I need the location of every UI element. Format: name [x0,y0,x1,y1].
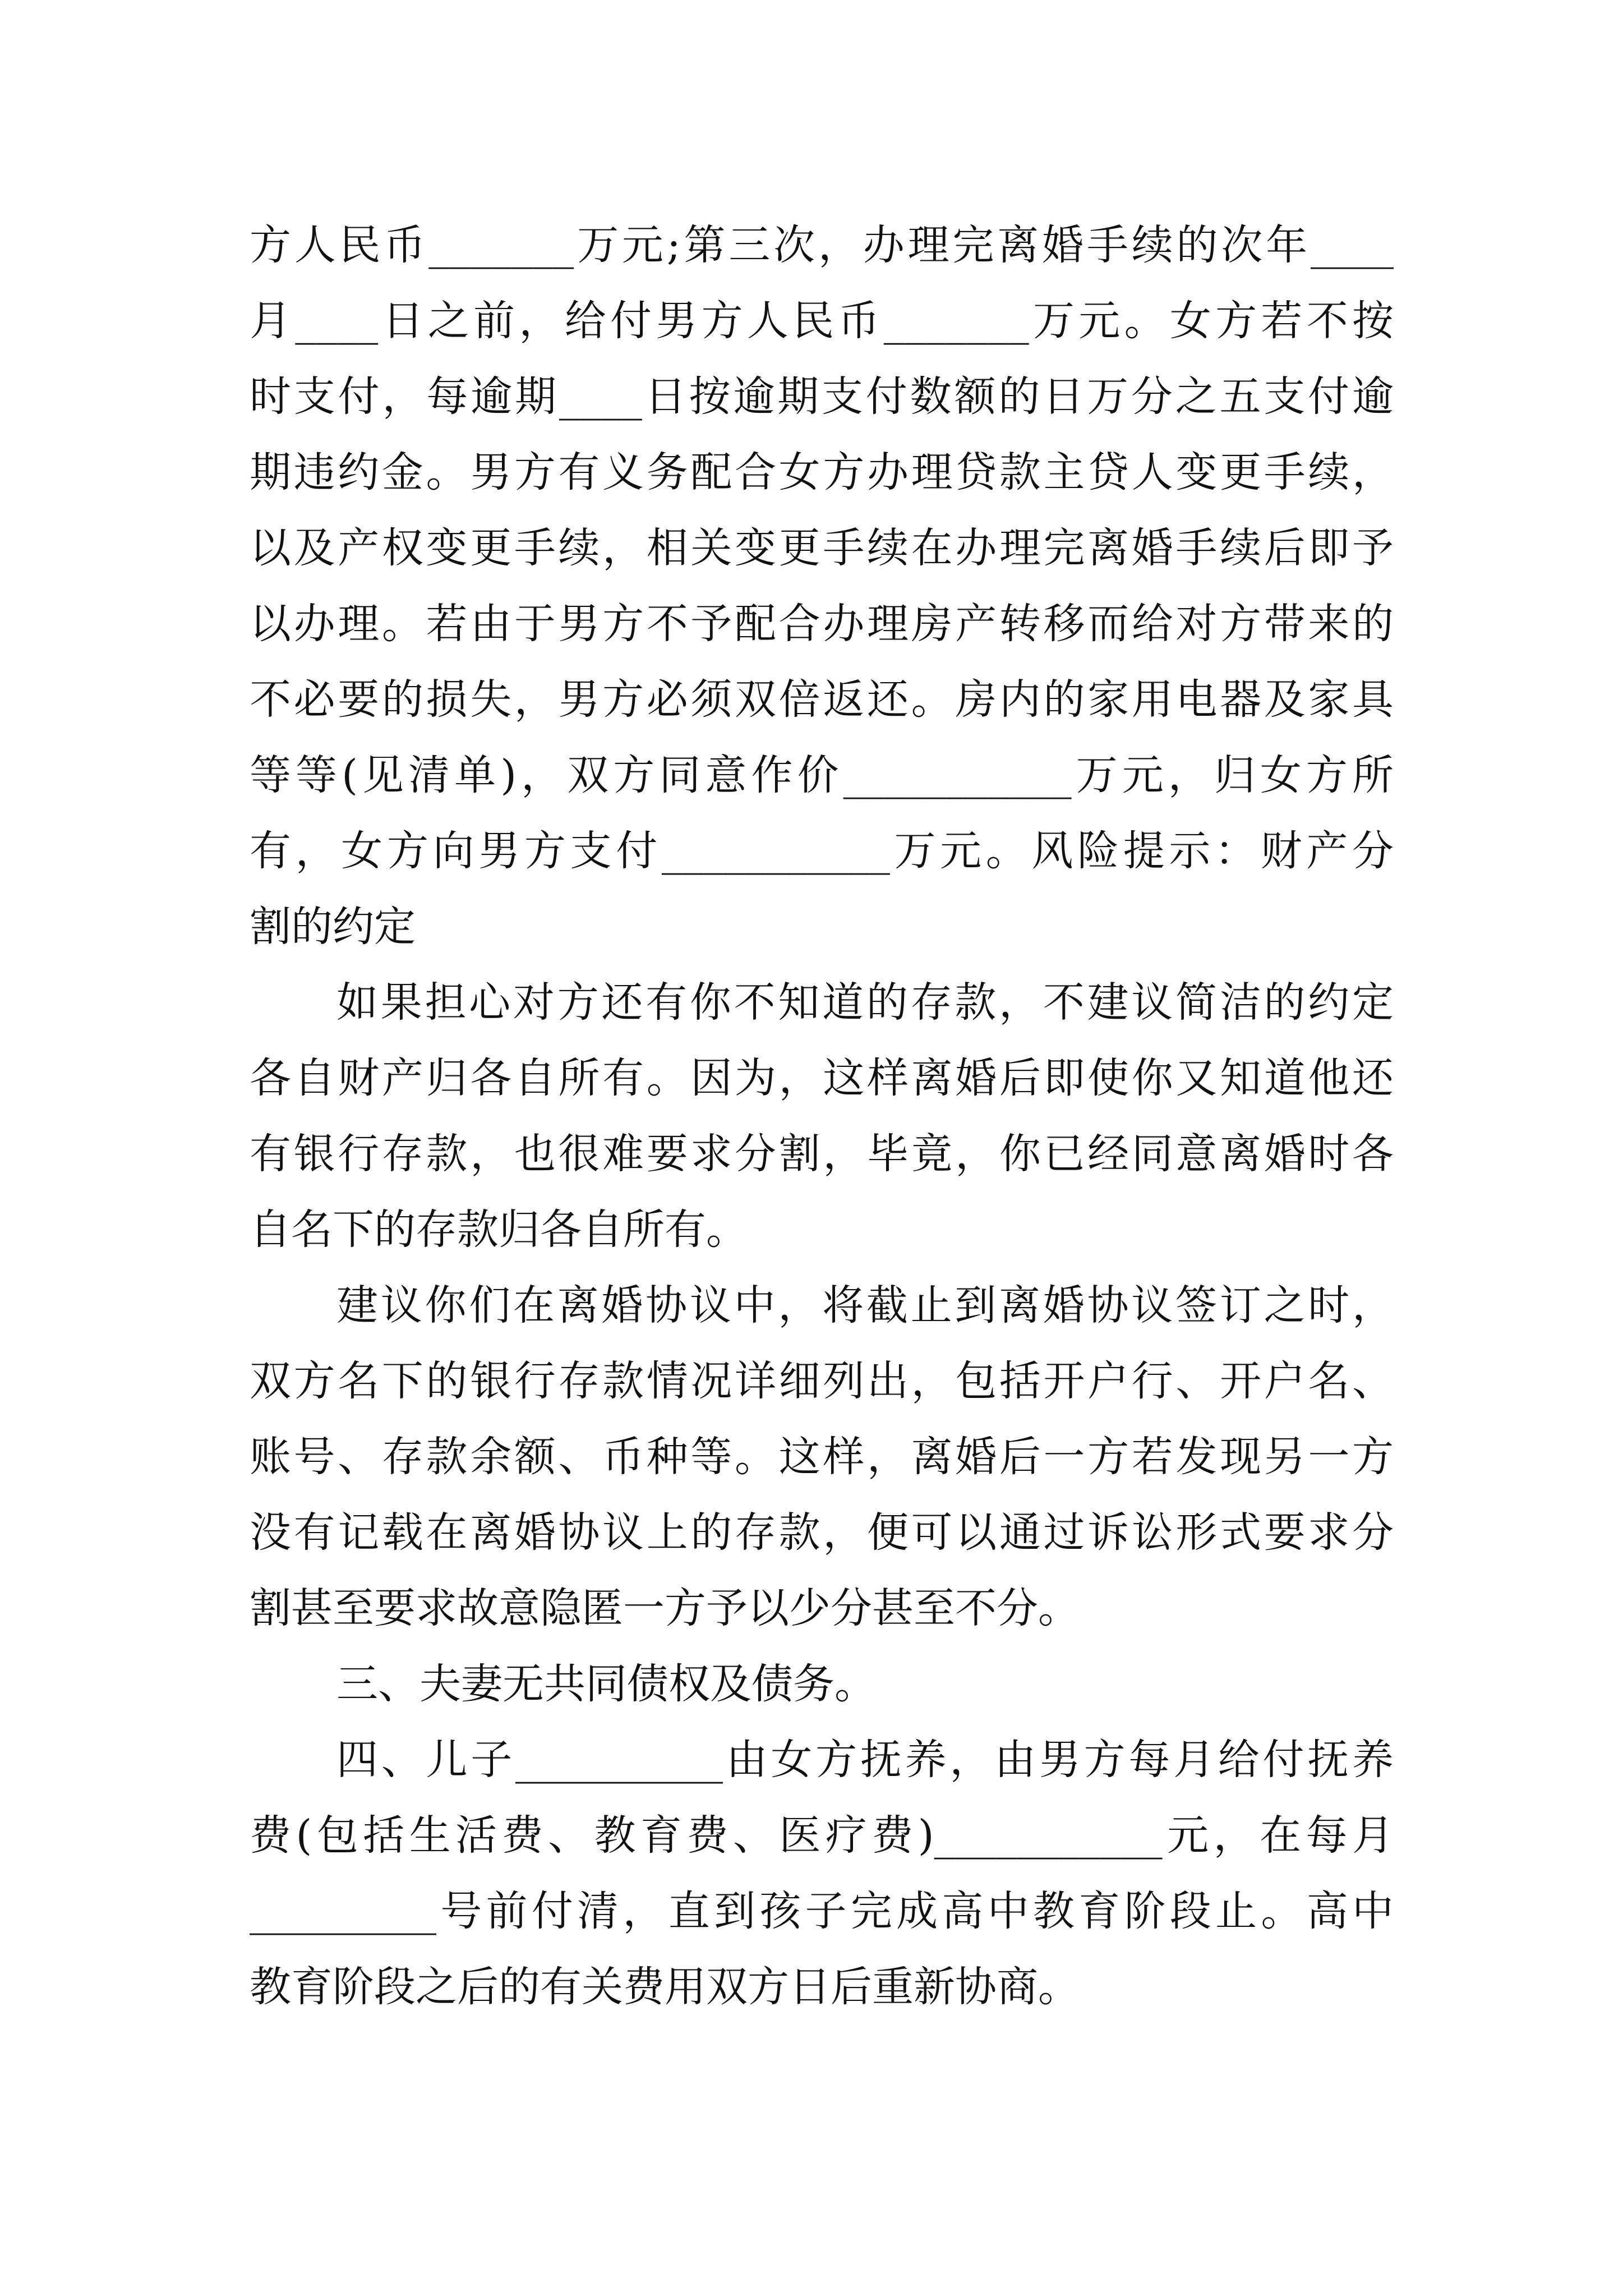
text-line: 没有记载在离婚协议上的存款，便可以通过诉讼形式要求分 [250,1508,1394,1557]
text-line: 账号、存款余额、币种等。这样，离婚后一方若发现另一方 [250,1433,1394,1481]
text-line: 等等(见清单)，双方同意作价___________万元，归女方所 [250,751,1394,799]
section-heading: 三、夫妻无共同债权及债务。 [336,1660,876,1708]
text-line: 时支付，每逾期____日按逾期支付数额的日万分之五支付逾 [250,372,1394,421]
text-line: 割甚至要求故意隐匿一方予以少分甚至不分。 [250,1584,1080,1632]
text-line: 有，女方向男方支付___________万元。风险提示：财产分 [250,827,1394,875]
text-line: 以办理。若由于男方不予配合办理房产转移而给对方带来的 [250,600,1394,648]
text-line: 期违约金。男方有义务配合女方办理贷款主贷人变更手续， [250,448,1394,496]
paragraph-first-line: 四、儿子__________由女方抚养，由男方每月给付抚养 [336,1736,1394,1784]
text-line: 以及产权变更手续，相关变更手续在办理完离婚手续后即予 [250,524,1394,572]
text-line: 双方名下的银行存款情况详细列出，包括开户行、开户名、 [250,1357,1394,1405]
text-line: 月____日之前，给付男方人民币_______万元。女方若不按 [250,297,1394,345]
text-line: 教育阶段之后的有关费用双方日后重新协商。 [250,1963,1080,2011]
text-line: 割的约定 [250,903,416,951]
text-line: 方人民币_______万元;第三次，办理完离婚手续的次年____ [250,221,1394,269]
text-line: 有银行存款，也很难要求分割，毕竟，你已经同意离婚时各 [250,1130,1394,1178]
text-line: 自名下的存款归各自所有。 [250,1205,748,1254]
paragraph-first-line: 如果担心对方还有你不知道的存款，不建议简洁的约定 [336,978,1394,1027]
text-line: 各自财产归各自所有。因为，这样离婚后即使你又知道他还 [250,1054,1394,1102]
text-line: _________号前付清，直到孩子完成高中教育阶段止。高中 [250,1887,1394,1935]
text-line: 不必要的损失，男方必须双倍返还。房内的家用电器及家具 [250,675,1394,724]
paragraph-first-line: 建议你们在离婚协议中，将截止到离婚协议签订之时， [336,1281,1394,1329]
text-line: 费(包括生活费、教育费、医疗费)___________元，在每月 [250,1811,1394,1860]
